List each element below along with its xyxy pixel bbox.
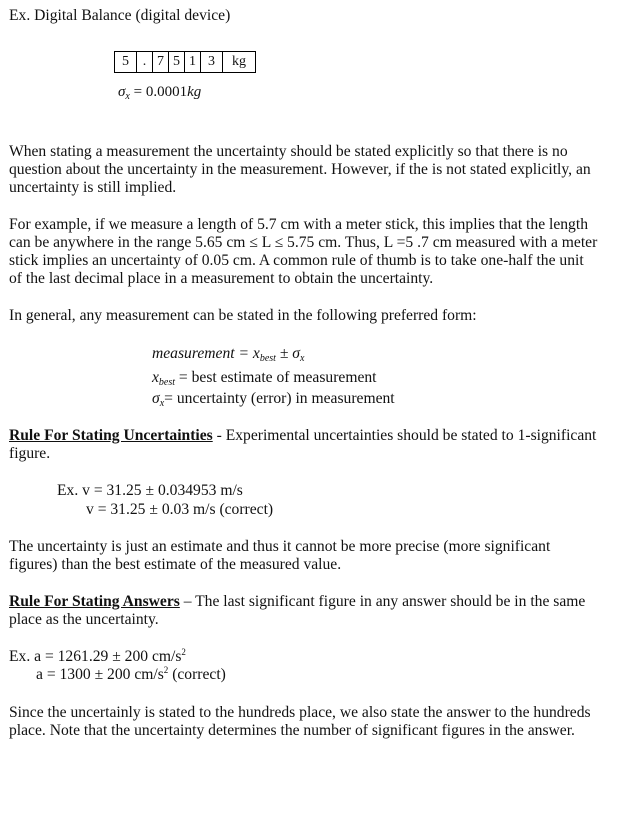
paragraph-estimate: The uncertainty is just an estimate and thus it cannot be more precise (more significant figures) than the best estimate of the measured value.	[9, 538, 551, 573]
display-digit: 5	[169, 52, 185, 72]
formula-lhs: measurement	[152, 345, 235, 362]
example-velocity-line2: v = 31.25 ± 0.03 m/s (correct)	[86, 501, 274, 518]
definition-sigma: $\sigma_x=$ uncertainty (error) in measurement	[152, 390, 395, 409]
digital-balance-display	[114, 51, 256, 73]
rule-answers: Rule For Stating Answers – The last significant figure in any answer should be in the same place as the uncertainty.	[9, 593, 586, 628]
preferred-form-equation: measurement = $x_{best} \pm \sigma_x$	[152, 345, 305, 364]
display-digit: 7	[153, 52, 169, 72]
paragraph-example: For example, if we measure a length of 5.7 cm with a meter stick, this implies that the length can be anywhere in the range 5.65 cm ≤ L ≤ 5.75 cm. Thus, L =5 .7 cm measured with a meter stick implies an uncertainty of 0.05 cm. A common rule of thumb is to take one-half the unit of the last decimal place in a measurement to obtain the uncertainty.	[9, 216, 598, 287]
rule-uncertainties: Rule For Stating Uncertainties - Experimental uncertainties should be stated to 1-significant figure.	[9, 427, 597, 462]
example-velocity-line1: Ex. v = 31.25 ± 0.034953 m/s	[57, 482, 243, 499]
example-title: Ex. Digital Balance (digital device)	[9, 7, 231, 24]
paragraph-general: In general, any measurement can be stated in the following preferred form:	[9, 307, 477, 324]
rule-answers-heading: Rule For Stating Answers	[9, 593, 180, 610]
example-acceleration-line1: Ex. a = 1261.29 ± 200 $cm/s^2$	[9, 647, 186, 665]
definition-xbest: $x_{best}$ = best estimate of measurement	[152, 369, 377, 388]
display-digit: 1	[185, 52, 201, 72]
display-digit: 5	[115, 52, 137, 72]
example-acceleration-line2: a = 1300 ± 200 $cm/s^2$ (correct)	[36, 665, 226, 683]
display-decimal-point: .	[137, 52, 153, 72]
sigma-equation: $\sigma_x = 0.0001kg$	[118, 84, 202, 102]
paragraph-stating: When stating a measurement the uncertainty should be stated explicitly so that there is no question about the uncertainty in the measurement. However, if the is not stated explicitly, an uncertainty is still implied.	[9, 143, 591, 196]
sigma-unit: kg	[187, 84, 202, 100]
display-digit: 3	[201, 52, 223, 72]
rule-uncertainties-heading: Rule For Stating Uncertainties	[9, 427, 213, 444]
paragraph-hundreds: Since the uncertainly is stated to the hundreds place, we also state the answer to the hundreds place. Note that the uncertainty determines the number of significant figures in the answer.	[9, 704, 591, 739]
display-unit: kg	[232, 54, 246, 69]
sigma-value: = 0.0001	[133, 84, 188, 100]
